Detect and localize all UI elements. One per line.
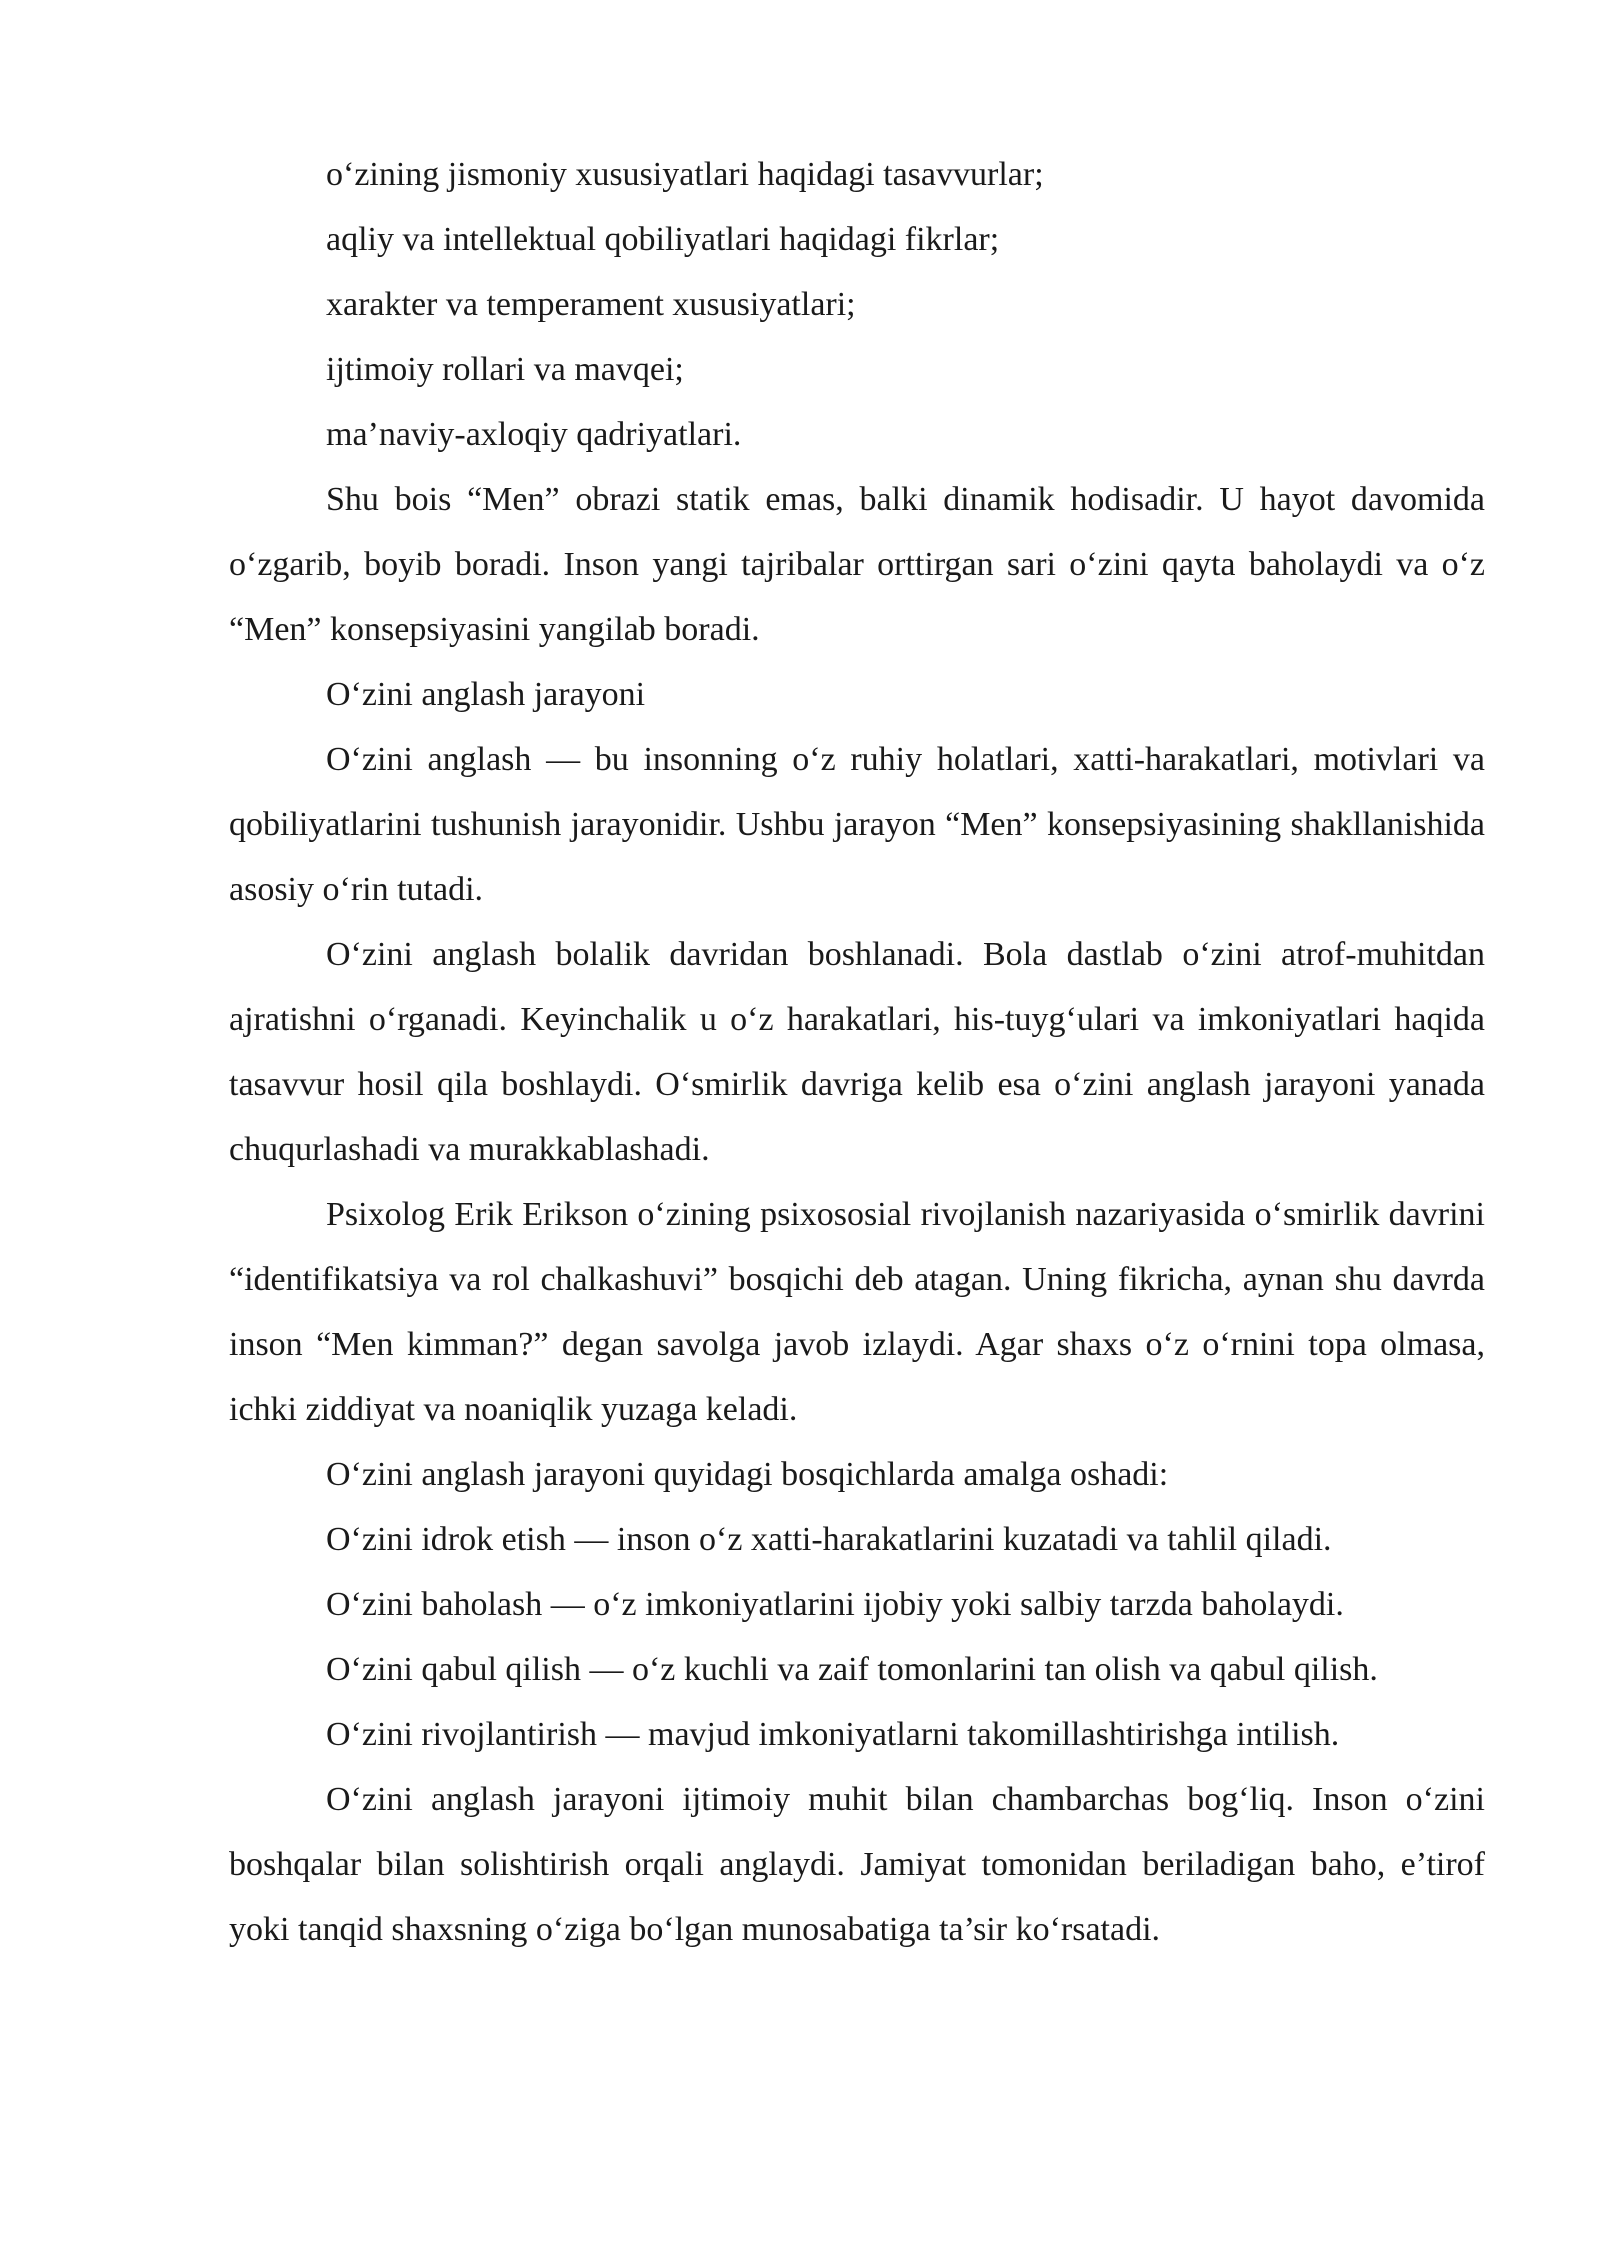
list-item-moral-values: ma’naviy-axloqiy qadriyatlari. [326,416,742,453]
paragraph-erikson: Psixolog Erik Erikson o‘zining psixososial rivojlanish nazariyasida o‘smirlik davrini “identifikatsiya va rol chalkashuvi” bosqichi deb atagan. Uning fikricha, aynan shu davrda inson “Men kimman?” degan savolga javob izlaydi. Agar shaxs o‘z o‘rnini topa olmasa, ichki ziddiyat va noaniqlik yuzaga keladi. [229,1196,1485,1428]
stage-perception: O‘zini idrok etish — inson o‘z xatti-harakatlarini kuzatadi va tahlil qiladi. [326,1521,1332,1558]
list-item-social-roles: ijtimoiy rollari va mavqei; [326,351,684,388]
paragraph-childhood: O‘zini anglash bolalik davridan boshlanadi. Bola dastlab o‘zini atrof-muhitdan ajratishni o‘rganadi. Keyinchalik u o‘z harakatlari, his-tuyg‘ulari va imkoniyatlari haqida tasavvur hosil qila boshlaydi. O‘smirlik davriga kelib esa o‘zini anglash jarayoni yanada chuqurlashadi va murakkablashadi. [229,936,1485,1168]
paragraph-definition: O‘zini anglash — bu insonning o‘z ruhiy holatlari, xatti-harakatlari, motivlari va qobiliyatlarini tushunish jarayonidir. Ushbu jarayon “Men” konsepsiyasining shakllanishida asosiy o‘rin tutadi. [229,741,1485,908]
stage-evaluation: O‘zini baholash — o‘z imkoniyatlarini ijobiy yoki salbiy tarzda baholaydi. [326,1586,1344,1623]
list-item-character: xarakter va temperament xususiyatlari; [326,286,856,323]
document-page [229,142,1485,1962]
stage-acceptance: O‘zini qabul qilish — o‘z kuchli va zaif tomonlarini tan olish va qabul qilish. [326,1651,1378,1688]
paragraph-social-environment: O‘zini anglash jarayoni ijtimoiy muhit bilan chambarchas bog‘liq. Inson o‘zini boshqalar bilan solishtirish orqali anglaydi. Jamiyat tomonidan beriladigan baho, e’tirof yoki tanqid shaxsning o‘ziga bo‘lgan munosabatiga ta’sir ko‘rsatadi. [229,1781,1485,1948]
list-item-physical: o‘zining jismoniy xususiyatlari haqidagi tasavvurlar; [326,156,1044,193]
paragraph-stages-intro: O‘zini anglash jarayoni quyidagi bosqichlarda amalga oshadi: [326,1456,1169,1493]
section-heading: O‘zini anglash jarayoni [326,676,646,713]
list-item-intellect: aqliy va intellektual qobiliyatlari haqidagi fikrlar; [326,221,1000,258]
paragraph-dynamic-self: Shu bois “Men” obrazi statik emas, balki dinamik hodisadir. U hayot davomida o‘zgarib, boyib boradi. Inson yangi tajribalar orttirgan sari o‘zini qayta baholaydi va o‘z “Men” konsepsiyasini yangilab boradi. [229,481,1485,648]
stage-development: O‘zini rivojlantirish — mavjud imkoniyatlarni takomillashtirishga intilish. [326,1716,1340,1753]
